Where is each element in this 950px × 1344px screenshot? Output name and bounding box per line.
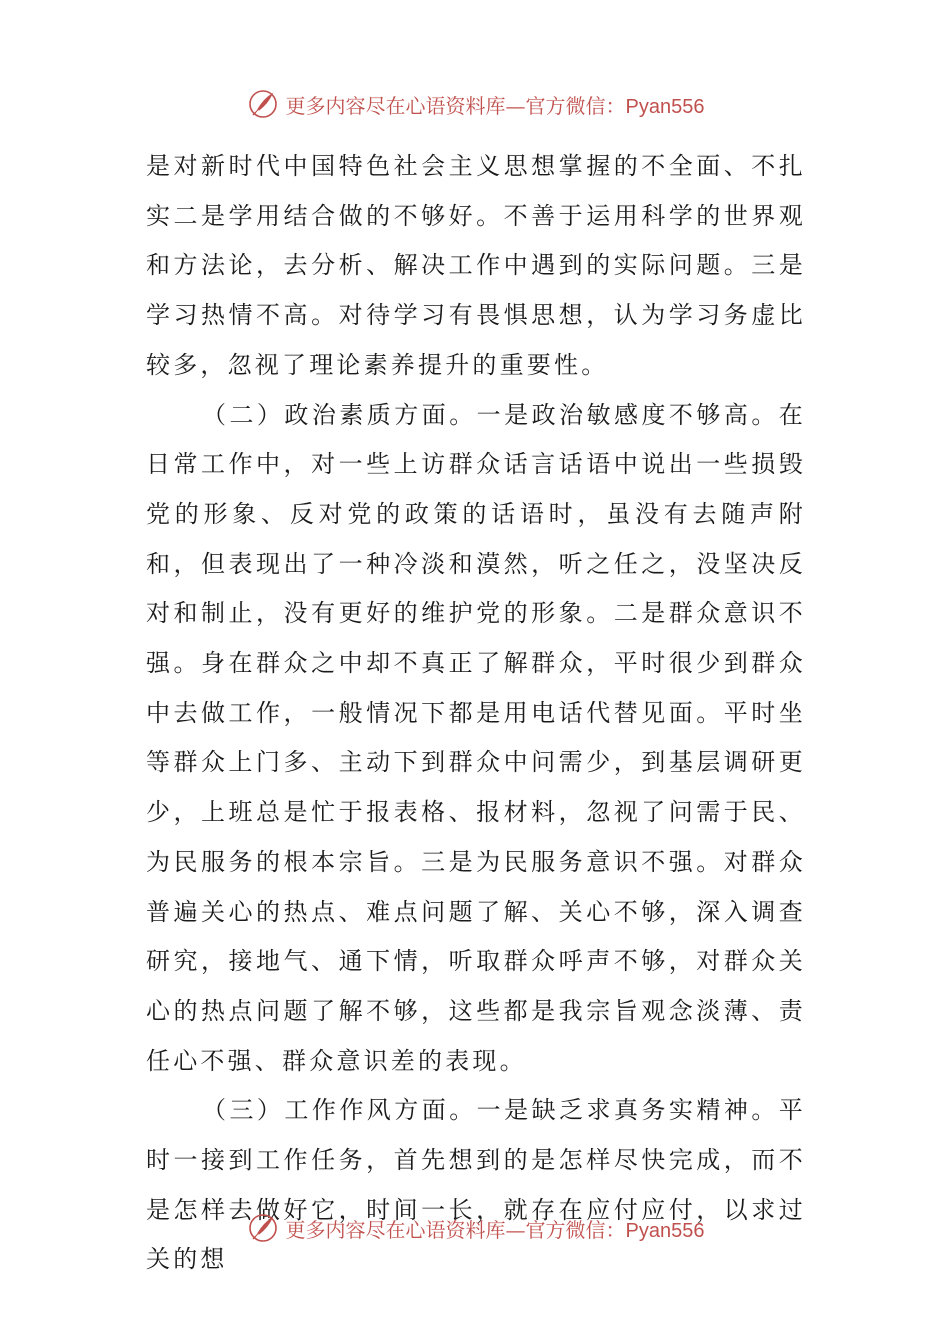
- header-watermark: [0, 84, 950, 124]
- watermark-text: [286, 1214, 705, 1243]
- watermark-brand: 更多内容尽在心语资料库—官方微信：: [285, 93, 626, 118]
- watermark-wechat-id: Pyan556: [625, 1219, 705, 1242]
- watermark-text: [286, 90, 705, 119]
- quill-pen-logo-icon: [246, 1211, 280, 1245]
- watermark-wechat-id: Pyan556: [625, 95, 705, 118]
- footer-watermark: [0, 1208, 950, 1248]
- watermark-brand: 更多内容尽在心语资料库—官方微信：: [285, 1217, 626, 1242]
- document-body: [146, 142, 806, 1285]
- quill-pen-logo-icon: [246, 87, 280, 121]
- paragraph-3: （三）工作作风方面。一是缺乏求真务实精神。平时一接到工作任务，首先想到的是怎样尽快完成，而不是怎样去做好它，时间一长，就存在应付应付，以求过关的想: [146, 1096, 806, 1274]
- paragraph-1: 是对新时代中国特色社会主义思想掌握的不全面、不扎实二是学用结合做的不够好。不善于运用科学的世界观和方法论，去分析、解决工作中遇到的实际问题。三是学习热情不高。对待学习有畏惧思想，认为学习务虚比较多，忽视了理论素养提升的重要性。: [146, 152, 806, 379]
- paragraph-2: （二）政治素质方面。一是政治敏感度不够高。在日常工作中，对一些上访群众话言话语中说出一些损毁党的形象、反对党的政策的话语时，虽没有去随声附和，但表现出了一种冷淡和漠然，听之任之，没坚决反对和制止，没有更好的维护党的形象。二是群众意识不强。身在群众之中却不真正了解群众，平时很少到群众中去做工作，一般情况下都是用电话代替见面。平时坐等群众上门多、主动下到群众中问需少，到基层调研更少，上班总是忙于报表格、报材料，忽视了问需于民、为民服务的根本宗旨。三是为民服务意识不强。对群众普遍关心的热点、难点问题了解、关心不够，深入调查研究，接地气、通下情，听取群众呼声不够，对群众关心的热点问题了解不够，这些都是我宗旨观念淡薄、责任心不强、群众意识差的表现。: [146, 400, 806, 1075]
